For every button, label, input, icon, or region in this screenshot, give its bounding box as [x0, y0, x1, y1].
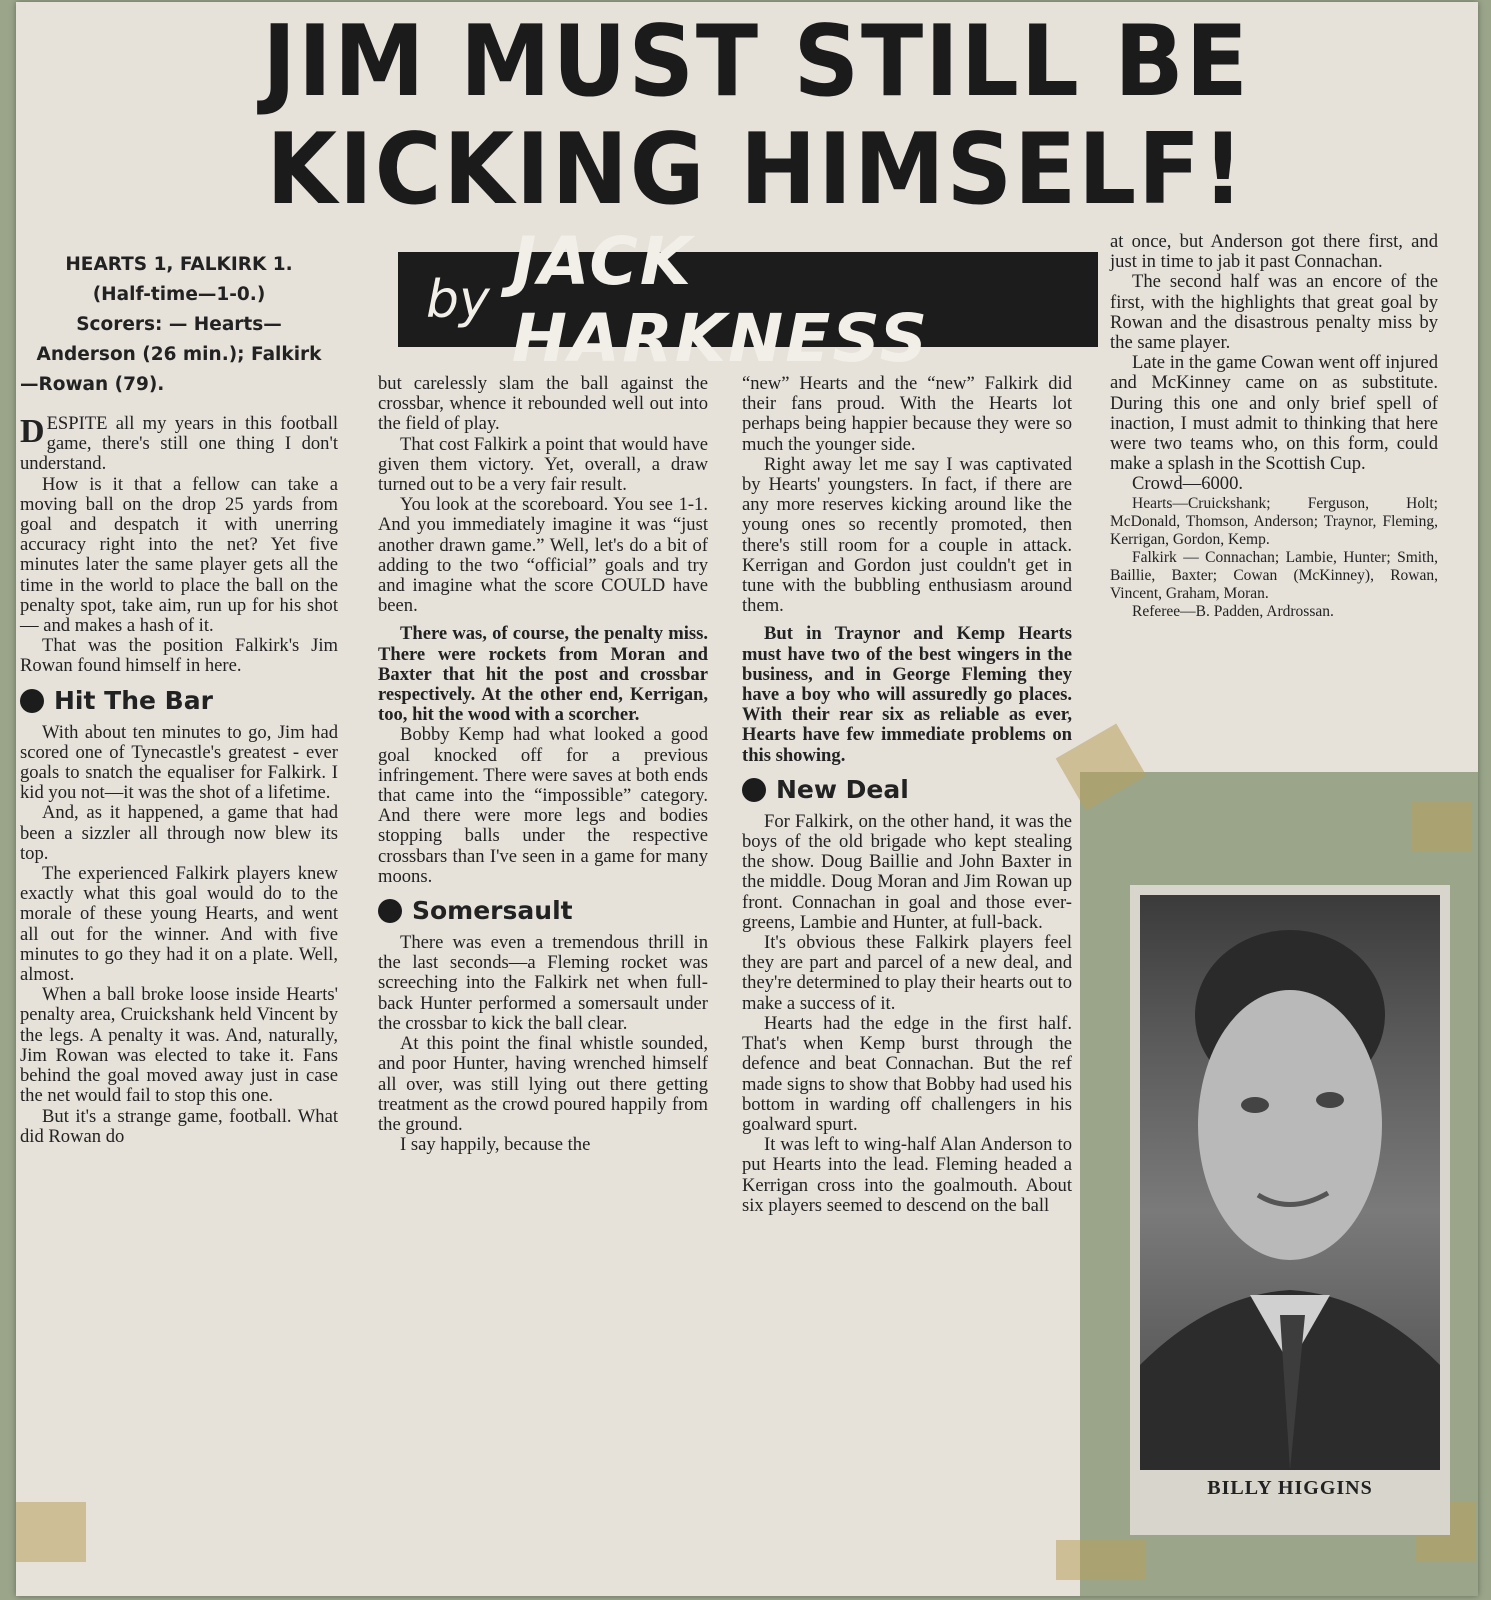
subheading-text: New Deal [776, 774, 909, 804]
headline-line-1: JIM MUST STILL BE [262, 5, 1250, 119]
column-1 [20, 250, 338, 1147]
drop-cap: D [20, 413, 45, 450]
portrait-illustration [1140, 895, 1440, 1470]
paragraph: When a ball broke loose inside Hearts' penalty area, Cruickshank held Vincent by the legs. A penalty it was. And, naturally, Jim Rowan was elected to take it. Fans behind the goal moved away just in case the net would fail to stop this one. [20, 984, 338, 1107]
bullet-icon [20, 689, 44, 713]
subheading-new-deal [742, 774, 1072, 804]
paragraph [20, 414, 338, 475]
bullet-icon [742, 778, 766, 802]
bullet-icon [378, 899, 402, 923]
score-halftime: (Half-time—1-0.) [92, 284, 266, 305]
paragraph: For Falkirk, on the other hand, it was the boys of the old brigade who kept stealing the show. Doug Baillie and John Baxter in the middle. Doug Moran and Jim Rowan up front. Connachan in goal and those ever-greens, Lambie and Hunter, at full-back. [742, 810, 1072, 933]
paragraph: The second half was an encore of the first, with the highlights that great goal by Rowan and the disastrous penalty miss by the same player. [1110, 271, 1438, 354]
score-box [20, 250, 338, 400]
paragraph: Late in the game Cowan went off injured and McKinney came on as substitute. During this one and only brief spell of inaction, I must admit to thinking that here were two teams who, on this form, could make a splash in the Scottish Cup. [1110, 352, 1438, 475]
paragraph: I say happily, because the [400, 1134, 591, 1156]
falkirk-lineup: Falkirk — Connachan; Lambie, Hunter; Smith, Baillie, Baxter; Cowan (McKinney), Rowan, Vincent, Graham, Moran. [1110, 548, 1438, 602]
byline-banner [398, 222, 1098, 377]
paragraph: At this point the final whistle sounded, and poor Hunter, having wrenched himself all over, was still lying out there getting treatment as the crowd poured happily from the ground. [378, 1033, 708, 1135]
tape-strip [16, 1502, 86, 1562]
score-result: HEARTS 1, FALKIRK 1. [65, 254, 293, 275]
paragraph: There was, of course, the penalty miss. There were rockets from Moran and Baxter that hit the post and crossbar respectively. At the other end, Kerrigan, too, hit the wood with a scorcher. [378, 623, 708, 726]
paragraph: Bobby Kemp had what looked a good goal knocked off for a previous infringement. There were saves at both ends that came into the “impossible” category. And there were more legs and bodies stopping balls under the respective crossbars than I've seen in a game for many moons. [378, 724, 708, 887]
tape-strip [1411, 802, 1471, 852]
tape-strip [1056, 1540, 1146, 1580]
paragraph: It was left to wing-half Alan Anderson to put Hearts into the lead. Fleming headed a Kerrigan cross into the goalmouth. About six players seemed to descend on the ball [742, 1134, 1072, 1216]
byline-by: by [426, 269, 490, 330]
subheading-text: Hit The Bar [54, 685, 213, 715]
subheading-hit-the-bar [20, 685, 338, 715]
subheading-somersault [378, 895, 708, 925]
paragraph: Hearts had the edge in the first half. That's when Kemp burst through the defence and beat Connachan. But the ref made signs to show that Bobby had used his bottom in warding off challengers in his goalward spurt. [742, 1012, 1072, 1135]
paragraph-text: ESPITE all my years in this football game, there's still one thing I don't understand. [20, 413, 338, 475]
paragraph: You look at the scoreboard. You see 1-1. And you immediately imagine it was “just another drawn game.” Well, let's do a bit of adding to the two “official” goals and try and imagine what the score COULD have been. [378, 494, 708, 617]
column-4 [1110, 232, 1438, 621]
paragraph: There was even a tremendous thrill in the last seconds—a Fleming rocket was screeching into the Falkirk net when full-back Hunter performed a somersault under the crossbar to kick the ball clear. [378, 932, 708, 1034]
paragraph: but carelessly slam the ball against the crossbar, whence it rebounded well out into the field of play. [378, 373, 708, 435]
headline [105, 5, 1407, 227]
paragraph: That cost Falkirk a point that would have given them victory. Yet, overall, a draw turned out to be a very fair result. [378, 433, 708, 496]
paragraph: It's obvious these Falkirk players feel they are part and parcel of a new deal, and they're determined to play their hearts out to make a success of it. [742, 932, 1072, 1014]
referee-line: Referee—B. Padden, Ardrossan. [1132, 602, 1334, 620]
paragraph: The experienced Falkirk players knew exactly what this goal would do to the morale of these young Hearts, and went all out for the winner. And with five minutes to go they had it on a plate. Well, almost. [20, 863, 338, 986]
paragraph: And, as it happened, a game that had been a sizzler all through now blew its top. [20, 802, 338, 864]
paragraph: With about ten minutes to go, Jim had scored one of Tynecastle's greatest - ever goals to snatch the equaliser for Falkirk. I kid you not—it was the shot of a lifetime. [20, 721, 338, 804]
column-2 [378, 374, 708, 1155]
crowd-line: Crowd—6000. [1132, 473, 1244, 495]
byline-author: JACK HARKNESS [511, 222, 930, 377]
paragraph: at once, but Anderson got there first, and just in time to jab it past Connachan. [1110, 231, 1438, 273]
paragraph: That was the position Falkirk's Jim Rowan found himself in here. [20, 635, 338, 677]
paragraph: Right away let me say I was captivated by Hearts' youngsters. In fact, if there are any more reserves kicking around like the young ones so recently promoted, then there's still room for a couple in attack. Kerrigan and Gordon just couldn't get in tune with the bubbling enthusiasm around them. [742, 453, 1072, 617]
paragraph: But it's a strange game, football. What did Rowan do [20, 1105, 338, 1147]
photo-caption: BILLY HIGGINS [1207, 1477, 1373, 1499]
paragraph: “new” Hearts and the “new” Falkirk did their fans proud. With the Hearts lot perhaps being happier because they were so much the younger side. [742, 373, 1072, 455]
portrait-photo [1140, 895, 1440, 1470]
photo-clipping [1130, 885, 1450, 1535]
subheading-text: Somersault [412, 895, 573, 925]
headline-line-2: KICKING HIMSELF! [266, 113, 1246, 227]
hearts-lineup: Hearts—Cruickshank; Ferguson, Holt; McDonald, Thomson, Anderson; Traynor, Fleming, Kerrigan, Gordon, Kemp. [1110, 494, 1438, 548]
score-scorers-3: —Rowan (79). [20, 374, 165, 395]
paragraph: But in Traynor and Kemp Hearts must have two of the best wingers in the business, and in George Fleming they have a boy who will assuredly go places. With their rear six as reliable as ever, Hearts have few immediate problems on this showing. [742, 623, 1072, 766]
column-3 [742, 374, 1072, 1216]
score-scorers-1: Scorers: — Hearts— [76, 314, 282, 335]
paragraph: How is it that a fellow can take a moving ball on the drop 25 yards from goal and despatch it with unerring accuracy right into the net? Yet five minutes later the same player gets all the time in the world to place the ball on the penalty spot, take aim, run up for his shot — and makes a hash of it. [20, 473, 338, 637]
score-scorers-2: Anderson (26 min.); Falkirk [36, 344, 322, 365]
